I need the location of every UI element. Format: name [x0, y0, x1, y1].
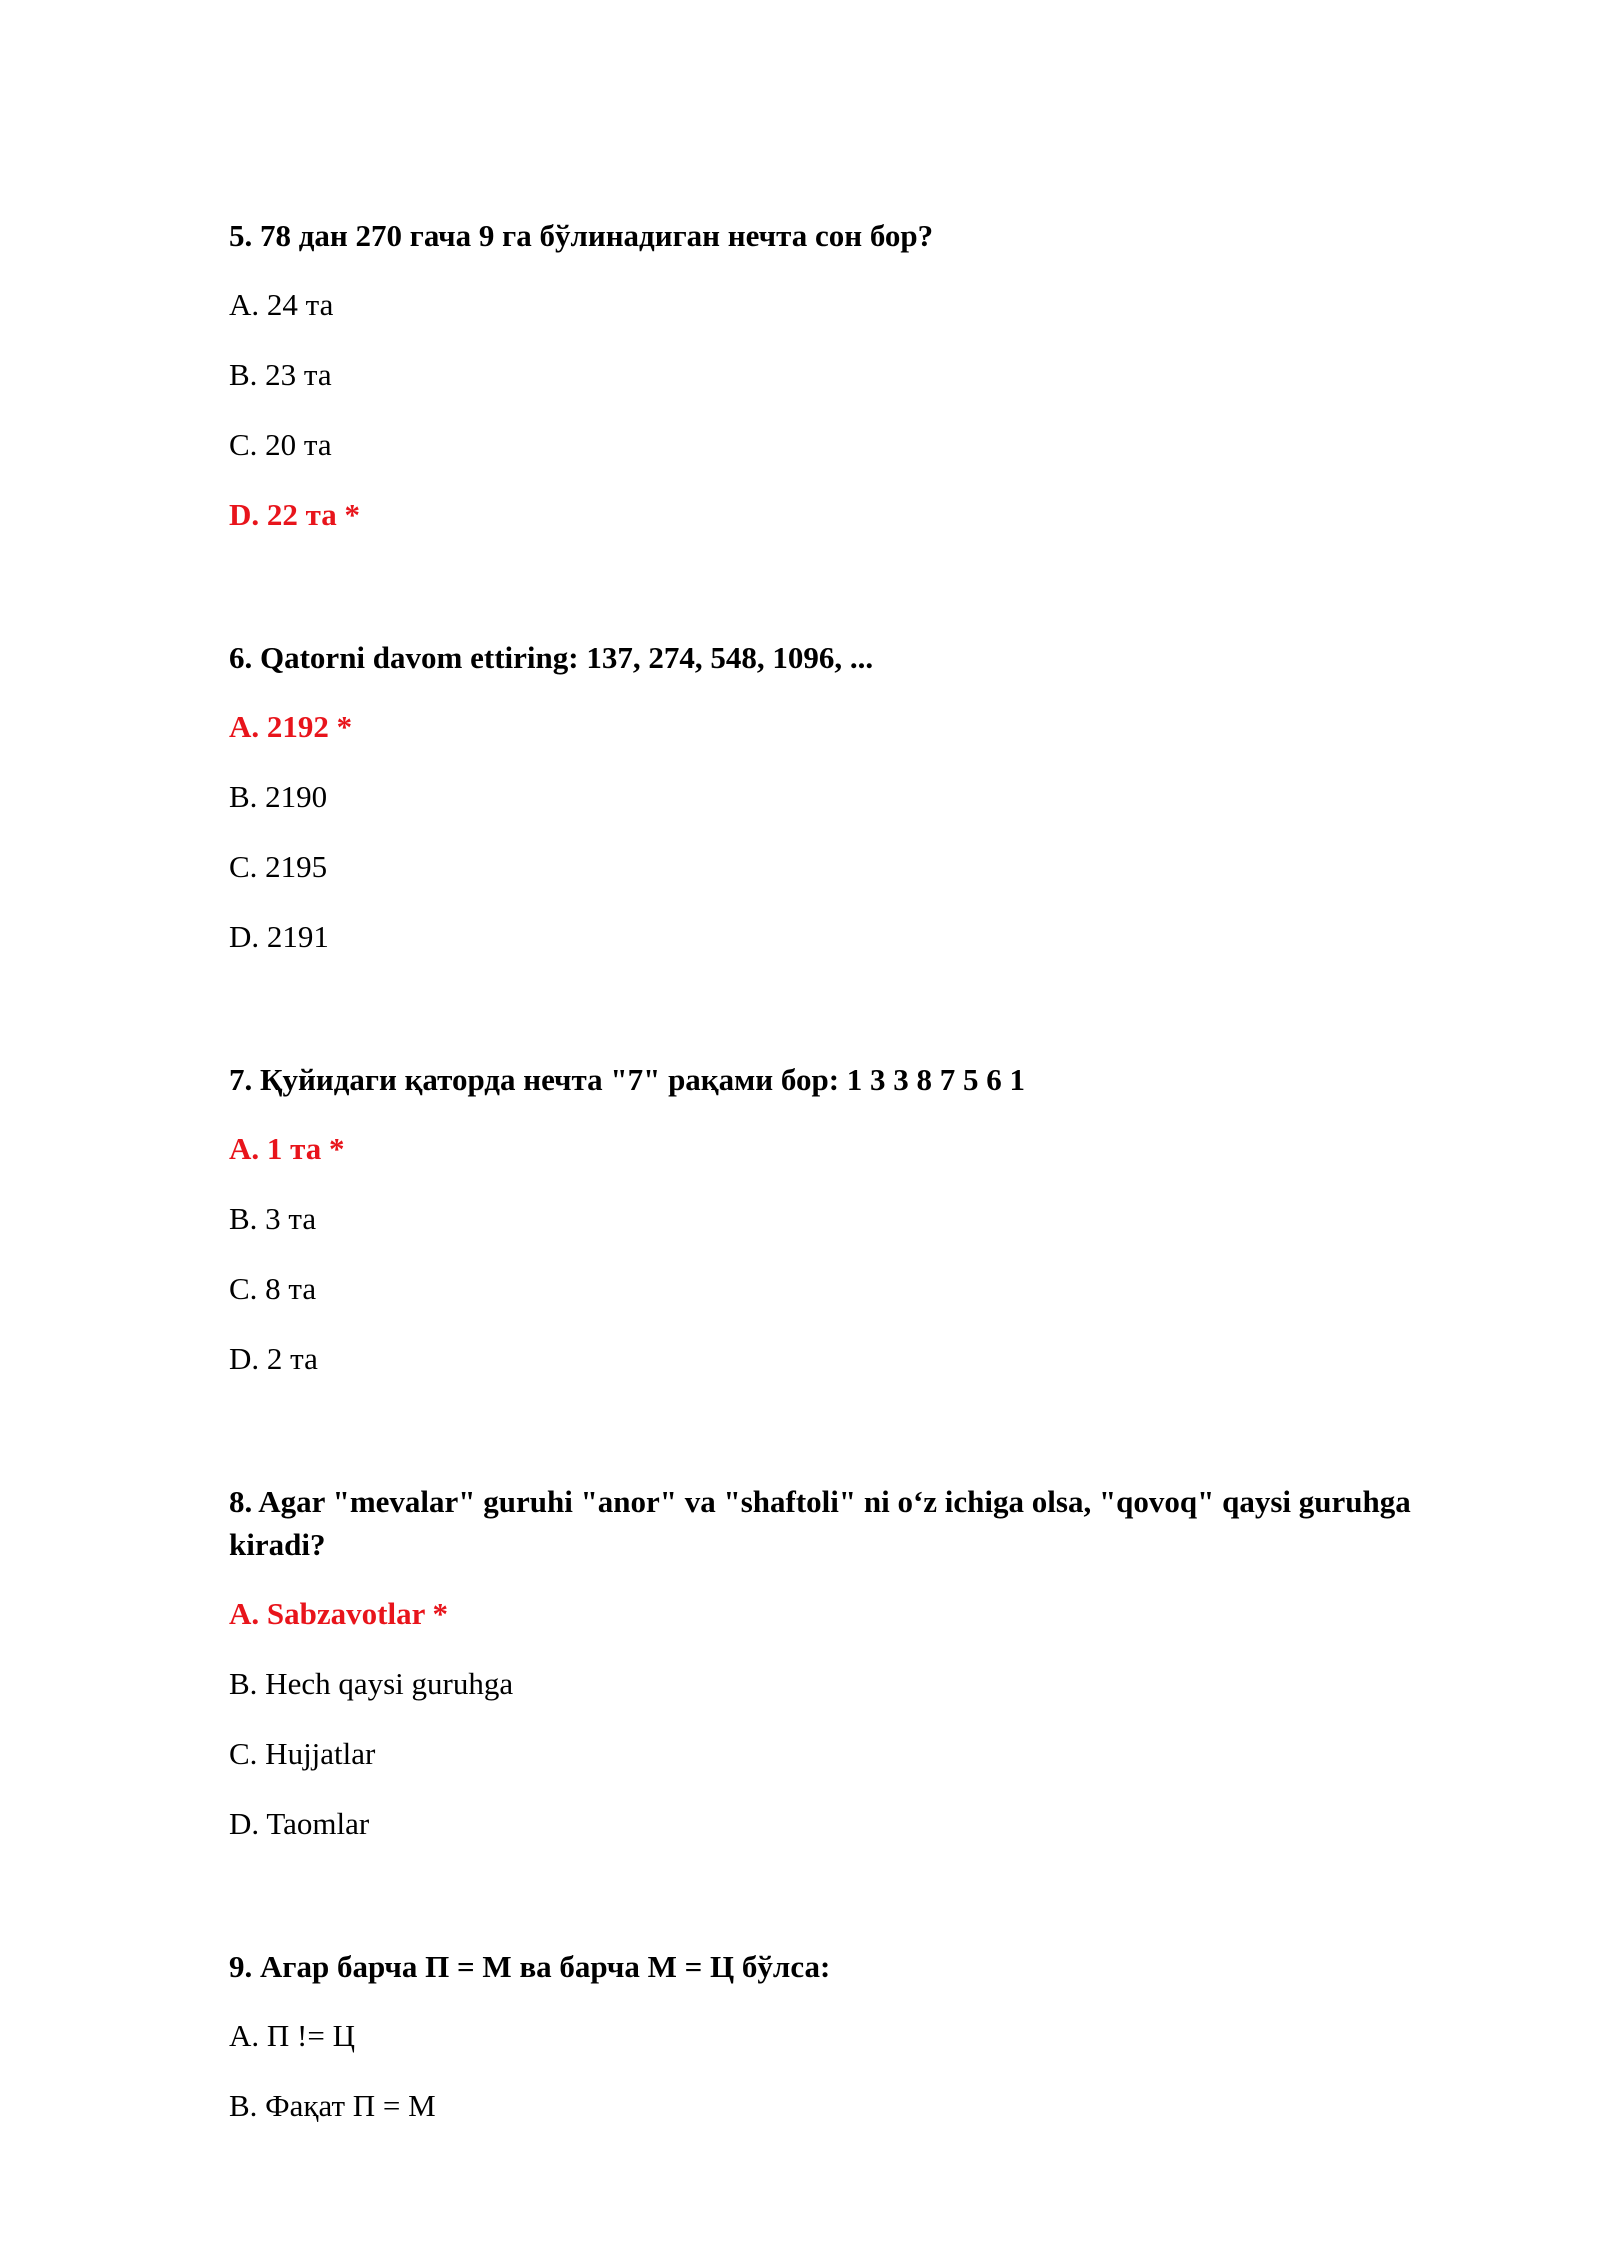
option-c: C. Hujjatlar	[229, 1736, 376, 1771]
option-a: A. П != Ц	[229, 2018, 355, 2053]
option-c: C. 8 та	[229, 1271, 317, 1306]
question-text: 6. Qatorni davom ettiring: 137, 274, 548, 1096, ...	[229, 640, 874, 675]
option-b: B. 3 та	[229, 1201, 317, 1236]
question-text: 9. Агар барча П = М ва барча М = Ц бўлса:	[229, 1949, 831, 1984]
option-a-correct: A. 1 та *	[229, 1131, 345, 1166]
option-a-correct: A. 2192 *	[229, 709, 353, 744]
option-a: A. 24 та	[229, 287, 334, 322]
option-d: D. Taomlar	[229, 1806, 370, 1841]
option-d-correct: D. 22 та *	[229, 497, 360, 532]
option-b: B. Hech qaysi guruhga	[229, 1666, 514, 1701]
question-text: 5. 78 дан 270 гача 9 га бўлинадиган нечта сон бор?	[229, 218, 934, 253]
question-9	[229, 1945, 1479, 2127]
spacer	[229, 1872, 1479, 1945]
question-text: 8. Agar "mevalar" guruhi "anor" va "shaftoli" ni o‘z ichiga olsa, "qovoq" qaysi guruhga kiradi?	[229, 1484, 1411, 1562]
option-c: C. 2195	[229, 849, 328, 884]
option-b: B. 2190	[229, 779, 328, 814]
question-7	[229, 1058, 1479, 1380]
question-8	[229, 1480, 1479, 1845]
option-a-correct: A. Sabzavotlar *	[229, 1596, 449, 1631]
option-b: B. Фақат П = М	[229, 2088, 436, 2123]
question-text: 7. Қуйидаги қаторда нечта "7" рақами бор: 1 3 3 8 7 5 6 1	[229, 1062, 1026, 1097]
question-5	[229, 214, 1479, 536]
quiz-content	[229, 214, 1479, 2154]
option-d: D. 2 та	[229, 1341, 318, 1376]
spacer	[229, 1407, 1479, 1480]
spacer	[229, 563, 1479, 636]
spacer	[229, 985, 1479, 1058]
option-d: D. 2191	[229, 919, 329, 954]
question-6	[229, 636, 1479, 958]
option-b: B. 23 та	[229, 357, 332, 392]
option-c: C. 20 та	[229, 427, 332, 462]
